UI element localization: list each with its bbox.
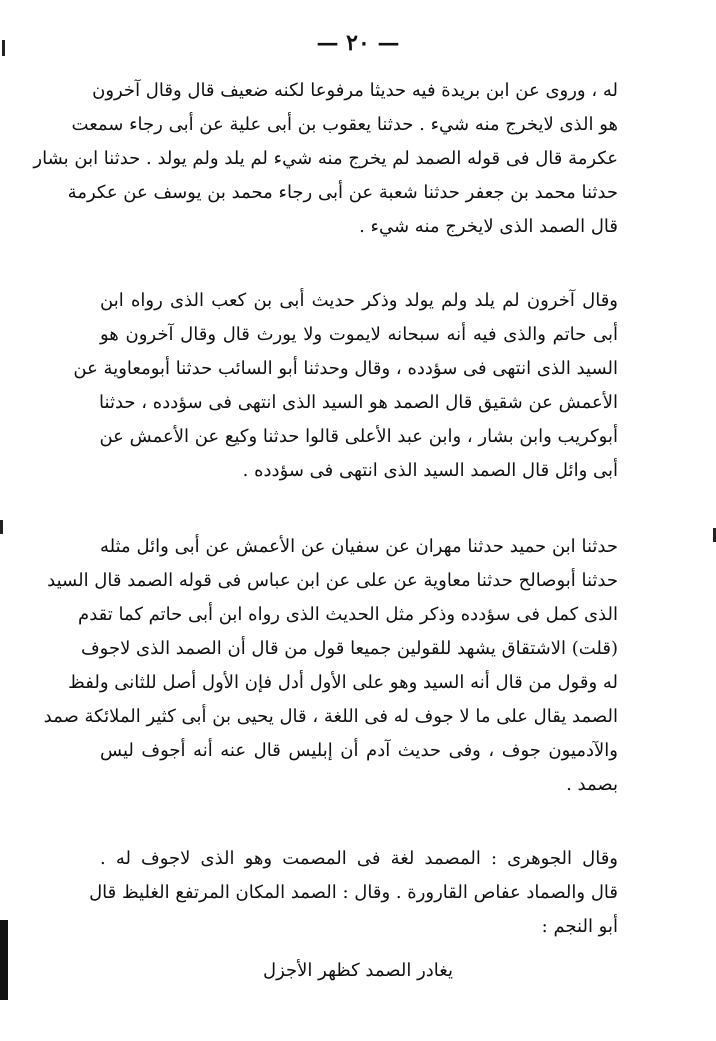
scan-edge-mark [0, 920, 8, 1000]
text-line: بصمد . [566, 774, 618, 795]
paragraph-3 [43, 530, 618, 802]
text-line: قال الصمد الذى لايخرج منه شيء . [359, 216, 618, 237]
paragraph-2 [73, 284, 618, 488]
paragraph-4 [89, 842, 618, 944]
text-line: الأعمش عن شقيق قال الصمد هو السيد الذى انتهى فى سؤدده ، حدثنا [99, 392, 618, 413]
text-line: أبو النجم : [541, 916, 618, 937]
text-line: عكرمة قال فى قوله الصمد لم يخرج منه شيء لم يلد ولم يولد . حدثنا ابن بشار [33, 148, 618, 169]
poetry-verse: يغادر الصمد كظهر الأجزل [263, 960, 453, 981]
text-line: (قلت) الاشتقاق يشهد للقولين جميعا قول من قال أن الصمد الذى لاجوف [80, 638, 618, 659]
paragraph-1 [33, 74, 618, 244]
text-line: له وقول من قال أنه السيد وهو على الأول أدل فإن الأول أصل للثانى ولفظ [68, 672, 618, 693]
text-line: والآدميون جوف ، وفى حديث آدم أن إبليس قال عنه أنه أجوف ليس [100, 740, 618, 761]
text-line: حدثنا ابن حميد حدثنا مهران عن سفيان عن الأعمش عن أبى وائل مثله [100, 536, 618, 557]
scan-edge-mark [2, 40, 5, 56]
scan-edge-mark [0, 520, 3, 534]
text-line: قال والصماد عفاص القارورة . وقال : الصمد المكان المرتفع الغليظ قال [89, 882, 618, 903]
text-line: أبوكريب وابن بشار ، وابن عبد الأعلى قالوا حدثنا وكيع عن الأعمش عن [99, 426, 618, 447]
page-number: — ٢٠ — [316, 30, 400, 56]
text-line: وقال آخرون لم يلد ولم يولد وذكر حديث أبى بن كعب الذى رواه ابن [100, 290, 618, 311]
text-line: الذى كمل فى سؤدده وذكر مثل الحديث الذى رواه ابن أبى حاتم كما تقدم [78, 604, 618, 625]
text-line: حدثنا أبوصالح حدثنا معاوية عن على عن ابن عباس فى قوله الصمد قال السيد [47, 570, 618, 591]
text-line: أبى وائل قال الصمد السيد الذى انتهى فى سؤدده . [242, 460, 618, 481]
text-line: وقال الجوهرى : المصمد لغة فى المصمت وهو الذى لاجوف له . [100, 848, 618, 869]
text-line: الصمد يقال على ما لا جوف له فى اللغة ، قال يحيى بن أبى كثير الملائكة صمد [43, 706, 618, 727]
text-line: أبى حاتم والذى فيه أنه سبحانه لايموت ولا يورث قال وقال آخرون هو [100, 324, 618, 345]
text-line: هو الذى لايخرج منه شيء . حدثنا يعقوب بن أبى علية عن أبى رجاء سمعت [71, 114, 618, 135]
text-line: السيد الذى انتهى فى سؤدده ، وقال وحدثنا أبو السائب حدثنا أبومعاوية عن [73, 358, 618, 379]
text-line: له ، وروى عن ابن بريدة فيه حديثا مرفوعا لكنه ضعيف قال وقال آخرون [92, 80, 618, 101]
text-line: حدثنا محمد بن جعفر حدثنا شعبة عن أبى رجاء محمد بن يوسف عن عكرمة [67, 182, 618, 203]
